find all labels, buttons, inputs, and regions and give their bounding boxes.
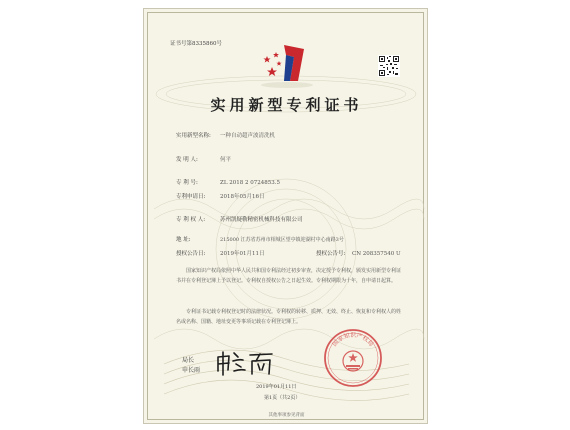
patentee-label: 专 利 权 人: [176, 217, 206, 223]
seal-text: 国家知识产权局 [331, 332, 375, 348]
director-name: 申长雨 [182, 367, 201, 374]
inventor-value: 何平 [220, 157, 232, 163]
certificate-paragraph-2: 专利证书记载专利权登记时的法律状况。专利权的转移、质押、无效、终止、恢复和专利权人的姓名或名称、国籍、地址变更等事项记载在专利登记簿上。 [176, 309, 402, 325]
name-value: 一种自动超声波清洗机 [220, 133, 276, 139]
director-title: 局长 [182, 357, 195, 364]
filing-date-label: 专利申请日: [176, 194, 206, 200]
inventor-label: 发 明 人: [176, 157, 198, 163]
svg-text:国家知识产权局 [330, 331, 375, 348]
announcement-label: 授权公告号: [316, 251, 346, 257]
address-label: 地 址: [176, 237, 191, 243]
seal-date: 2019年01月11日 [256, 384, 297, 390]
official-seal [322, 327, 384, 389]
patent-number-label: 专 利 号: [176, 180, 198, 186]
grant-date-label: 授权公告日: [176, 251, 206, 257]
footer-note: 其他事项参见背面 [268, 413, 305, 418]
name-label: 实用新型名称: [176, 133, 211, 139]
patent-certificate [143, 8, 428, 424]
page-number: 第1页（共2页） [264, 395, 301, 401]
certificate-paragraph-1: 国家知识产权局依照中华人民共和国专利法经过初步审查，决定授予专利权，颁发实用新型专利证书并在专利登记簿上予以登记。专利权自授权公告之日起生效。专利权期限为十年，自申请日起算。 [176, 268, 402, 284]
grant-date-value: 2019年01月11日 [220, 251, 265, 257]
patent-emblem-icon [258, 41, 316, 89]
announcement-value: CN 208357540 U [352, 251, 401, 257]
address-value: 215000 江苏省苏州市相城区望亭镇迎湖村中心南路3号 [220, 237, 344, 243]
director-signature [214, 349, 276, 377]
filing-date-value: 2018年05月16日 [220, 194, 265, 200]
patent-number-value: ZL 2018 2 0724853.5 [220, 180, 280, 186]
certificate-title: 实用新型专利证书 [210, 96, 363, 114]
certificate-number: 证书号第8335860号 [170, 41, 222, 47]
qr-code [378, 55, 400, 77]
patentee-value: 苏州凯疑勒精密机械科技有限公司 [220, 217, 303, 223]
